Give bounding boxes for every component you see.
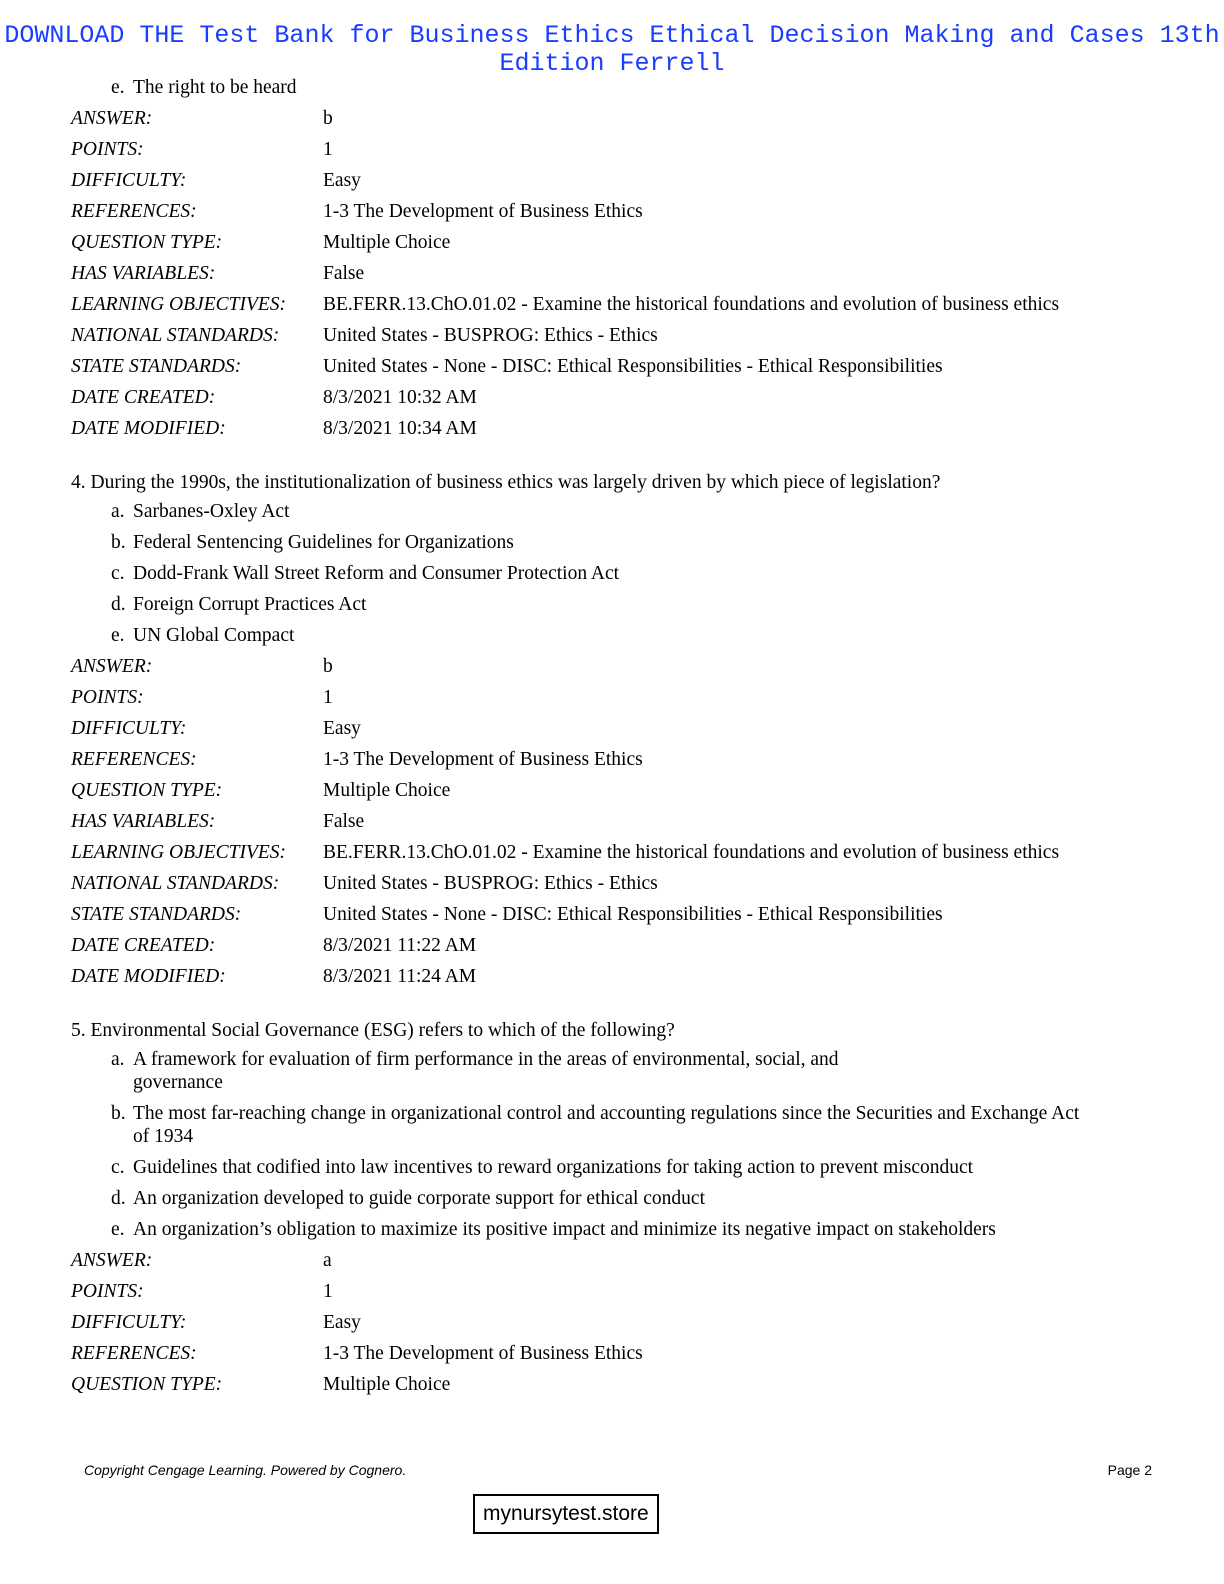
references-label: REFERENCES: xyxy=(71,201,197,222)
q4-option-b xyxy=(71,531,1161,554)
q4-option-a xyxy=(71,500,1161,523)
q5-answer-row xyxy=(71,1249,1161,1272)
option-text: The right to be heard xyxy=(133,77,297,98)
date-created-label: DATE CREATED: xyxy=(71,387,216,408)
q3-difficulty-row xyxy=(71,169,1161,192)
q3-references-row xyxy=(71,200,1161,223)
question-type-value: Multiple Choice xyxy=(323,780,451,801)
has-variables-label: HAS VARIABLES: xyxy=(71,263,216,284)
q4-option-d xyxy=(71,593,1161,616)
points-value: 1 xyxy=(323,687,333,708)
q5-option-b xyxy=(71,1102,1161,1148)
download-banner-link[interactable]: DOWNLOAD THE Test Bank for Business Ethics Ethical Decision Making and Cases 13th Edition Ferrell xyxy=(4,21,1220,78)
q5-option-d xyxy=(71,1187,1161,1210)
copyright-footer: Copyright Cengage Learning. Powered by Cognero. xyxy=(84,1462,407,1478)
difficulty-value: Easy xyxy=(323,1312,361,1333)
points-value: 1 xyxy=(323,139,333,160)
national-standards-value: United States - BUSPROG: Ethics - Ethics xyxy=(323,873,658,894)
learning-objectives-value: BE.FERR.13.ChO.01.02 - Examine the historical foundations and evolution of business ethics xyxy=(323,842,1060,863)
state-standards-value: United States - None - DISC: Ethical Responsibilities - Ethical Responsibilities xyxy=(323,904,943,925)
references-value: 1-3 The Development of Business Ethics xyxy=(323,749,643,770)
points-label: POINTS: xyxy=(71,687,144,708)
date-modified-value: 8/3/2021 10:34 AM xyxy=(323,418,477,439)
option-text: Dodd-Frank Wall Street Reform and Consumer Protection Act xyxy=(133,563,620,584)
option-letter: e. xyxy=(111,1219,125,1240)
option-letter: a. xyxy=(111,1049,125,1070)
option-letter: d. xyxy=(111,1188,126,1209)
q4-references-row xyxy=(71,748,1161,771)
state-standards-label: STATE STANDARDS: xyxy=(71,904,242,925)
q4-answer-row xyxy=(71,655,1161,678)
answer-value: b xyxy=(323,656,333,677)
references-label: REFERENCES: xyxy=(71,749,197,770)
q4-option-e xyxy=(71,624,1161,647)
q4-points-row xyxy=(71,686,1161,709)
page-content xyxy=(71,76,1161,1404)
q4-question-text: 4. During the 1990s, the institutionalization of business ethics was largely driven by which piece of legislation? xyxy=(71,472,941,493)
date-created-value: 8/3/2021 10:32 AM xyxy=(323,387,477,408)
q5-difficulty-row xyxy=(71,1311,1161,1334)
date-created-value: 8/3/2021 11:22 AM xyxy=(323,935,477,956)
answer-value: a xyxy=(323,1250,332,1271)
date-created-label: DATE CREATED: xyxy=(71,935,216,956)
q4-learning-objectives-row xyxy=(71,841,1161,864)
answer-value: b xyxy=(323,108,333,129)
national-standards-label: NATIONAL STANDARDS: xyxy=(71,873,280,894)
q3-answer-row xyxy=(71,107,1161,130)
q3-state-standards-row xyxy=(71,355,1161,378)
option-text: The most far-reaching change in organizational control and accounting regulations since the Securities and Exchange Act of 1934 xyxy=(133,1103,1080,1147)
option-text: An organization developed to guide corporate support for ethical conduct xyxy=(133,1188,705,1209)
q4-option-c xyxy=(71,562,1161,585)
q4-difficulty-row xyxy=(71,717,1161,740)
references-value: 1-3 The Development of Business Ethics xyxy=(323,1343,643,1364)
q3-date-created-row xyxy=(71,386,1161,409)
option-text: Foreign Corrupt Practices Act xyxy=(133,594,367,615)
option-text: UN Global Compact xyxy=(133,625,295,646)
q4-national-standards-row xyxy=(71,872,1161,895)
q5-option-c xyxy=(71,1156,1161,1179)
answer-label: ANSWER: xyxy=(71,1250,153,1271)
q4-date-modified-row xyxy=(71,965,1161,988)
q5-question-text: 5. Environmental Social Governance (ESG) refers to which of the following? xyxy=(71,1020,675,1041)
difficulty-label: DIFFICULTY: xyxy=(71,1312,187,1333)
option-letter: c. xyxy=(111,563,125,584)
learning-objectives-label: LEARNING OBJECTIVES: xyxy=(71,842,287,863)
state-standards-value: United States - None - DISC: Ethical Responsibilities - Ethical Responsibilities xyxy=(323,356,943,377)
q5-references-row xyxy=(71,1342,1161,1365)
difficulty-value: Easy xyxy=(323,718,361,739)
date-modified-label: DATE MODIFIED: xyxy=(71,966,226,987)
option-text: Guidelines that codified into law incentives to reward organizations for taking action to prevent misconduct xyxy=(133,1157,974,1178)
date-modified-label: DATE MODIFIED: xyxy=(71,418,226,439)
learning-objectives-label: LEARNING OBJECTIVES: xyxy=(71,294,287,315)
difficulty-value: Easy xyxy=(323,170,361,191)
national-standards-value: United States - BUSPROG: Ethics - Ethics xyxy=(323,325,658,346)
learning-objectives-value: BE.FERR.13.ChO.01.02 - Examine the historical foundations and evolution of business ethics xyxy=(323,294,1060,315)
difficulty-label: DIFFICULTY: xyxy=(71,170,187,191)
watermark-box: mynursytest.store xyxy=(473,1494,659,1534)
date-modified-value: 8/3/2021 11:24 AM xyxy=(323,966,477,987)
option-text: Sarbanes-Oxley Act xyxy=(133,501,290,522)
points-value: 1 xyxy=(323,1281,333,1302)
q4-date-created-row xyxy=(71,934,1161,957)
question-type-value: Multiple Choice xyxy=(323,232,451,253)
q3-option-e xyxy=(71,76,1161,99)
q3-question-type-row xyxy=(71,231,1161,254)
q3-date-modified-row xyxy=(71,417,1161,440)
references-label: REFERENCES: xyxy=(71,1343,197,1364)
page-number: Page 2 xyxy=(1107,1462,1152,1478)
q3-has-variables-row xyxy=(71,262,1161,285)
has-variables-label: HAS VARIABLES: xyxy=(71,811,216,832)
q4-has-variables-row xyxy=(71,810,1161,833)
q5-option-a xyxy=(71,1048,1161,1094)
option-letter: b. xyxy=(111,1103,126,1124)
state-standards-label: STATE STANDARDS: xyxy=(71,356,242,377)
answer-label: ANSWER: xyxy=(71,656,153,677)
q3-national-standards-row xyxy=(71,324,1161,347)
national-standards-label: NATIONAL STANDARDS: xyxy=(71,325,280,346)
q5-option-e xyxy=(71,1218,1161,1241)
q3-learning-objectives-row xyxy=(71,293,1161,316)
option-text: An organization’s obligation to maximize its positive impact and minimize its negative impact on stakeholders xyxy=(133,1219,996,1240)
question-type-value: Multiple Choice xyxy=(323,1374,451,1395)
question-type-label: QUESTION TYPE: xyxy=(71,780,223,801)
q4-state-standards-row xyxy=(71,903,1161,926)
option-letter: e. xyxy=(111,625,125,646)
option-text: Federal Sentencing Guidelines for Organizations xyxy=(133,532,514,553)
option-text: A framework for evaluation of firm performance in the areas of environmental, social, and governance xyxy=(133,1049,839,1093)
q5-points-row xyxy=(71,1280,1161,1303)
option-letter: b. xyxy=(111,532,126,553)
points-label: POINTS: xyxy=(71,139,144,160)
references-value: 1-3 The Development of Business Ethics xyxy=(323,201,643,222)
question-type-label: QUESTION TYPE: xyxy=(71,232,223,253)
q3-points-row xyxy=(71,138,1161,161)
points-label: POINTS: xyxy=(71,1281,144,1302)
option-letter: a. xyxy=(111,501,125,522)
has-variables-value: False xyxy=(323,811,365,832)
option-letter: e. xyxy=(111,77,125,98)
q4-question-type-row xyxy=(71,779,1161,802)
answer-label: ANSWER: xyxy=(71,108,153,129)
option-letter: d. xyxy=(111,594,126,615)
question-type-label: QUESTION TYPE: xyxy=(71,1374,223,1395)
difficulty-label: DIFFICULTY: xyxy=(71,718,187,739)
option-letter: c. xyxy=(111,1157,125,1178)
has-variables-value: False xyxy=(323,263,365,284)
q5-question-type-row xyxy=(71,1373,1161,1396)
